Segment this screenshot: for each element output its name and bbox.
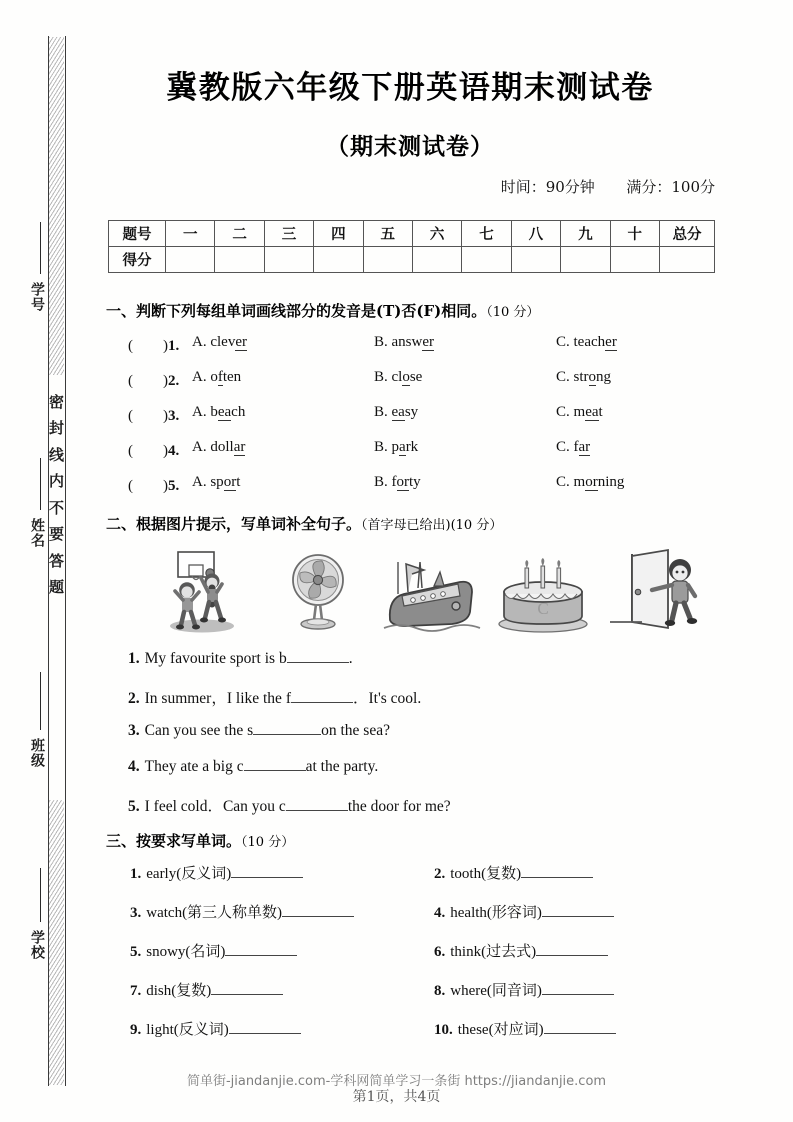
word-number-8: 8. [434, 983, 446, 999]
word-prompt-6: think(过去式) [450, 944, 537, 960]
sentence-text-2: In summer，I like the f [144, 690, 291, 707]
section-1-item-1 [128, 334, 728, 356]
sentence-tail-1: . [348, 650, 353, 667]
score-cell-2[interactable] [264, 247, 313, 273]
answer-blank-s3-4[interactable] [542, 916, 614, 917]
answer-bracket-2[interactable]: ( )2. [128, 373, 180, 389]
sentence-text-4: They ate a big c [144, 758, 244, 775]
page-title: 冀教版六年级下册英语期末测试卷 [166, 70, 654, 106]
option-a-3[interactable]: A. beach [192, 404, 246, 420]
score-table-col-7: 八 [511, 221, 560, 247]
score-cell-1[interactable] [215, 247, 264, 273]
answer-bracket-4[interactable]: ( )4. [128, 443, 180, 459]
section-3-item-9 [130, 1018, 301, 1039]
option-c-2[interactable]: C. strong [556, 369, 612, 385]
section-3-points: （10 分） [241, 835, 295, 850]
section-1-points: （10 分） [486, 305, 540, 320]
score-table-col-5: 六 [412, 221, 461, 247]
seal-char-3: 内 [48, 474, 64, 490]
section-1-item-5 [128, 474, 728, 496]
seal-char-2: 线 [48, 447, 64, 464]
sentence-number-3: 3. [128, 722, 140, 739]
section-3-item-1 [130, 862, 303, 883]
score-table-col-9: 十 [610, 221, 659, 247]
margin-label-name: 姓名 [29, 518, 44, 548]
score-cell-3[interactable] [314, 247, 363, 273]
ship-picture [378, 548, 478, 638]
score-table-col-4: 五 [363, 221, 412, 247]
word-prompt-8: where(同音词) [450, 983, 542, 999]
score-cell-9[interactable] [610, 247, 659, 273]
cake-picture [488, 548, 588, 638]
answer-blank-s3-3[interactable] [282, 916, 354, 917]
score-table-col-10: 总分 [660, 221, 715, 247]
answer-blank-s2-1[interactable] [287, 662, 349, 663]
page-subtitle: （期末测试卷） [326, 133, 494, 160]
word-prompt-9: light(反义词) [146, 1022, 229, 1038]
answer-blank-s3-8[interactable] [542, 994, 614, 995]
section-1-title: 一、判断下列每组单词画线部分的发音是(T)否(F)相同。 [106, 302, 487, 320]
word-number-6: 6. [434, 944, 446, 960]
section-1-item-4 [128, 439, 728, 461]
word-number-3: 3. [130, 905, 142, 921]
section-3-item-8 [434, 979, 614, 1000]
option-a-2[interactable]: A. often [192, 369, 242, 385]
section-3-item-4 [434, 901, 614, 922]
word-number-1: 1. [130, 866, 142, 882]
sentence-number-4: 4. [128, 758, 140, 775]
option-b-3[interactable]: B. easy [374, 404, 419, 420]
word-prompt-1: early(反义词) [146, 866, 232, 882]
seal-char-7: 题 [48, 580, 64, 596]
seal-char-0: 密 [48, 394, 64, 411]
seal-char-5: 要 [48, 527, 64, 543]
section-2-title: 二、根据图片提示，写单词补全句子。 [106, 515, 362, 533]
option-b-1[interactable]: B. answer [374, 334, 434, 350]
section-3-item-6 [434, 940, 608, 961]
seal-char-6: 答 [48, 553, 64, 570]
exam-full-score: 满分：100分 [626, 178, 715, 196]
sentence-tail-2: ．It's cool. [352, 690, 422, 707]
option-c-1[interactable]: C. teacher [556, 334, 617, 350]
score-table-row-label-1: 得分 [109, 247, 166, 273]
site-watermark: 简单街-jiandanjie.com-学科网简单学习一条街 https://jiandanjie.com [186, 1074, 607, 1089]
word-prompt-4: health(形容词) [450, 905, 542, 921]
score-table-row-label-0: 题号 [109, 221, 166, 247]
page-number: 第1页，共4页 [352, 1089, 441, 1105]
sentence-tail-5: the door for me? [347, 798, 451, 815]
answer-blank-s3-6[interactable] [536, 955, 608, 956]
answer-blank-s3-1[interactable] [231, 877, 303, 878]
word-number-10: 10. [434, 1022, 453, 1038]
score-cell-6[interactable] [462, 247, 511, 273]
section-1-item-2 [128, 369, 728, 391]
fan-picture [270, 548, 370, 638]
seal-vertical-text [47, 384, 66, 608]
word-number-9: 9. [130, 1022, 142, 1038]
answer-blank-s3-10[interactable] [544, 1033, 616, 1034]
word-prompt-7: dish(复数) [146, 983, 212, 999]
option-a-1[interactable]: A. clever [192, 334, 247, 350]
section-1-heading [106, 300, 539, 321]
picture-prompt-row [150, 548, 710, 638]
option-b-2[interactable]: B. close [374, 369, 423, 385]
section-2-sentence-3 [128, 722, 728, 740]
exam-time: 时间：90分钟 [500, 178, 595, 196]
word-prompt-5: snowy(名词) [146, 944, 226, 960]
margin-rule-class [40, 672, 41, 730]
section-1-item-3 [128, 404, 728, 426]
answer-bracket-3[interactable]: ( )3. [128, 408, 180, 424]
score-table-col-1: 二 [215, 221, 264, 247]
sentence-number-5: 5. [128, 798, 140, 815]
section-3-item-10 [434, 1018, 616, 1039]
basketball-picture [162, 548, 262, 638]
score-cell-4[interactable] [363, 247, 412, 273]
table-row-question-numbers [109, 221, 715, 247]
answer-bracket-5[interactable]: ( )5. [128, 478, 180, 494]
score-cell-0[interactable] [166, 247, 215, 273]
option-c-5[interactable]: C. morning [556, 474, 625, 490]
word-number-4: 4. [434, 905, 446, 921]
option-b-5[interactable]: B. forty [374, 474, 421, 490]
word-prompt-3: watch(第三人称单数) [146, 905, 283, 921]
option-c-3[interactable]: C. meat [556, 404, 603, 420]
score-cell-5[interactable] [412, 247, 461, 273]
answer-blank-s2-2[interactable] [291, 702, 353, 703]
answer-blank-s2-5[interactable] [286, 810, 348, 811]
word-number-5: 5. [130, 944, 142, 960]
section-3-item-5 [130, 940, 297, 961]
margin-label-school: 学校 [29, 930, 44, 960]
score-table-col-6: 七 [462, 221, 511, 247]
score-table-col-3: 四 [314, 221, 363, 247]
word-prompt-2: tooth(复数) [450, 866, 522, 882]
seal-margin-area [0, 0, 100, 1122]
word-prompt-10: these(对应词) [457, 1022, 544, 1038]
answer-blank-s3-7[interactable] [211, 994, 283, 995]
exam-meta [501, 176, 715, 197]
word-number-7: 7. [130, 983, 142, 999]
word-number-2: 2. [434, 866, 446, 882]
section-2-sentence-2 [128, 686, 728, 708]
door-picture [602, 548, 702, 638]
option-a-5[interactable]: A. sport [192, 474, 241, 490]
section-3-item-7 [130, 979, 283, 1000]
section-3-heading [106, 830, 294, 851]
option-b-4[interactable]: B. park [374, 439, 419, 455]
answer-bracket-1[interactable]: ( )1. [128, 338, 180, 354]
margin-label-student-id: 学号 [29, 282, 44, 312]
answer-blank-s3-9[interactable] [229, 1033, 301, 1034]
score-table-col-8: 九 [561, 221, 610, 247]
section-2-sentence-5 [128, 794, 728, 816]
seal-char-1: 封 [48, 421, 64, 437]
margin-rule-student-id [40, 222, 41, 274]
answer-blank-s3-2[interactable] [521, 877, 593, 878]
score-cell-7[interactable] [511, 247, 560, 273]
option-a-4[interactable]: A. dollar [192, 439, 246, 455]
section-3-item-3 [130, 901, 354, 922]
score-table-col-2: 三 [264, 221, 313, 247]
section-3-item-2 [434, 862, 593, 883]
section-3-title: 三、按要求写单词。 [106, 832, 242, 850]
table-row-scores [109, 247, 715, 273]
margin-label-class: 班级 [29, 738, 44, 768]
score-table-col-0: 一 [166, 221, 215, 247]
sentence-tail-4: at the party. [305, 758, 379, 775]
section-2-sentence-4 [128, 758, 728, 776]
sentence-text-5: I feel cold．Can you c [144, 798, 286, 815]
sentence-tail-3: on the sea? [321, 722, 390, 739]
section-2-heading [106, 513, 502, 534]
score-cell-10[interactable] [660, 247, 715, 273]
score-cell-8[interactable] [561, 247, 610, 273]
seal-hatch-top [49, 37, 64, 375]
margin-rule-name [40, 458, 41, 510]
answer-blank-s3-5[interactable] [225, 955, 297, 956]
svg-text:C: C [537, 599, 549, 618]
section-2-note: （首字母已给出)(10 分） [361, 518, 503, 533]
answer-blank-s2-4[interactable] [244, 770, 306, 771]
option-c-4[interactable]: C. far [556, 439, 591, 455]
sentence-number-1: 1. [128, 650, 140, 667]
seal-hatch-bottom [49, 800, 64, 1085]
margin-rule-school [40, 868, 41, 922]
score-table [108, 220, 715, 273]
sentence-text-1: My favourite sport is b [144, 650, 287, 667]
sentence-number-2: 2. [128, 690, 140, 707]
seal-char-4: 不 [48, 500, 64, 517]
answer-blank-s2-3[interactable] [253, 734, 321, 735]
sentence-text-3: Can you see the s [144, 722, 254, 739]
section-2-sentence-1 [128, 650, 728, 668]
